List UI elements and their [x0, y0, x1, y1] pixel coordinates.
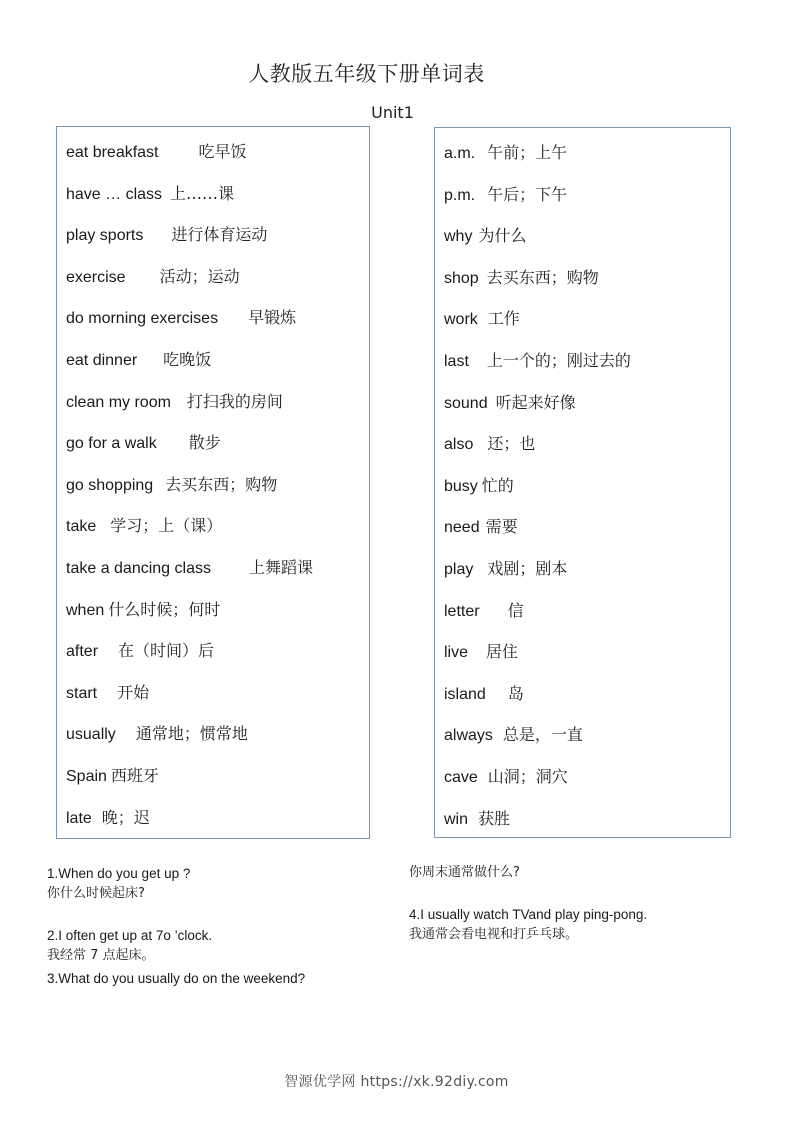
word-row	[444, 351, 631, 372]
word-row	[66, 308, 296, 329]
word-chinese: 上……课	[170, 183, 235, 203]
word-english: shop	[444, 269, 479, 287]
word-chinese: 进行体育运动	[171, 225, 268, 245]
word-chinese: 打扫我的房间	[186, 391, 283, 411]
word-english: after	[66, 643, 99, 661]
word-row	[444, 684, 524, 705]
word-english: live	[444, 644, 469, 662]
word-chinese: 吃晚饭	[163, 350, 212, 369]
word-english: do morning exercises	[66, 310, 219, 328]
word-row	[444, 642, 518, 663]
word-english: clean my room	[66, 393, 171, 411]
word-chinese: 听起来好像	[495, 392, 576, 412]
word-row	[444, 434, 535, 455]
word-english: go for a walk	[66, 435, 157, 453]
word-chinese: 忙的	[481, 475, 514, 495]
word-chinese: 午前；上午	[487, 143, 568, 162]
word-english: start	[66, 684, 98, 702]
word-chinese: 获胜	[478, 808, 511, 828]
word-english: p.m.	[444, 186, 476, 204]
word-chinese: 在（时间）后	[118, 641, 215, 661]
word-row	[66, 516, 222, 537]
word-english: work	[444, 311, 478, 329]
sentence-4-en: 4.I usually watch TVand play ping-pong.	[409, 907, 648, 922]
word-row	[66, 433, 221, 454]
word-row	[444, 268, 599, 289]
word-english: have … class	[66, 185, 163, 203]
word-english: eat dinner	[66, 352, 138, 369]
word-english: sound	[444, 394, 488, 412]
word-chinese: 去买东西；购物	[486, 267, 599, 287]
sentence-1-en: 1.When do you get up ?	[47, 866, 191, 881]
word-english: exercise	[66, 268, 126, 286]
word-row	[444, 393, 576, 414]
word-row	[66, 808, 150, 829]
word-chinese: 学习；上（课）	[110, 516, 223, 536]
word-row	[444, 309, 520, 330]
word-english: play sports	[66, 227, 144, 245]
word-chinese: 早锻炼	[248, 308, 297, 328]
word-row	[444, 809, 510, 830]
word-chinese: 开始	[117, 682, 150, 702]
word-english: late	[66, 809, 92, 827]
word-row	[66, 641, 214, 662]
word-english: play	[444, 561, 474, 578]
word-chinese: 为什么	[478, 226, 527, 246]
word-english: also	[444, 436, 474, 454]
word-chinese: 岛	[507, 683, 524, 703]
word-chinese: 需要	[485, 517, 518, 537]
sentence-3-zh: 你周末通常做什么?	[409, 865, 520, 880]
word-english: island	[444, 685, 486, 703]
word-row	[66, 766, 159, 787]
word-chinese: 工作	[487, 309, 520, 329]
left-word-list	[56, 126, 370, 839]
word-chinese: 活动；运动	[159, 266, 240, 286]
word-chinese: 上一个的；刚过去的	[486, 351, 631, 370]
word-chinese: 戏剧；剧本	[487, 559, 568, 578]
word-row	[444, 767, 568, 788]
word-english: a.m.	[444, 145, 476, 162]
word-english: Spain	[66, 768, 107, 785]
word-chinese: 上舞蹈课	[248, 558, 313, 577]
sentence-3-en: 3.What do you usually do on the weekend?	[47, 971, 306, 986]
word-chinese: 什么时候；何时	[108, 599, 221, 619]
word-english: cave	[444, 769, 478, 786]
sentence-4-zh: 我通常会看电视和打乒乓球。	[409, 927, 579, 942]
word-row	[66, 350, 211, 371]
unit-heading: Unit1	[371, 103, 414, 122]
word-row	[66, 184, 234, 205]
sentence-2-en: 2.I often get up at 7o ’clock.	[47, 928, 213, 943]
word-english: when	[66, 601, 105, 619]
word-row	[444, 601, 524, 622]
word-row	[444, 476, 514, 497]
word-row	[66, 600, 220, 621]
word-row	[66, 724, 248, 745]
word-english: always	[444, 727, 493, 745]
word-english: letter	[444, 602, 480, 620]
word-row	[66, 392, 283, 413]
word-chinese: 通常地；惯常地	[135, 724, 248, 744]
word-chinese: 信	[507, 600, 524, 620]
word-row	[66, 475, 277, 496]
word-chinese: 还；也	[487, 434, 536, 454]
word-chinese: 西班牙	[110, 766, 159, 785]
sentence-1-zh: 你什么时候起床?	[47, 886, 145, 901]
word-english: go shopping	[66, 476, 154, 494]
word-row	[444, 185, 567, 206]
word-english: need	[444, 519, 480, 537]
word-row	[444, 517, 518, 538]
word-english: busy	[444, 477, 478, 495]
word-english: why	[444, 228, 473, 246]
word-chinese: 午后；下午	[487, 184, 568, 204]
word-chinese: 散步	[188, 433, 221, 453]
word-row	[444, 559, 567, 580]
footer-watermark: 智源优学网 https://xk.92diy.com	[284, 1074, 509, 1090]
word-english: take a dancing class	[66, 560, 211, 577]
word-chinese: 山洞；洞穴	[487, 767, 568, 786]
word-english: eat breakfast	[66, 144, 159, 161]
word-chinese: 居住	[486, 642, 519, 662]
word-row	[444, 725, 583, 746]
word-row	[66, 683, 149, 704]
word-chinese: 吃早饭	[198, 142, 247, 161]
word-chinese: 晚；迟	[101, 807, 150, 827]
word-chinese: 去买东西；购物	[165, 474, 278, 494]
right-word-list	[434, 127, 731, 838]
word-english: take	[66, 518, 97, 536]
sentence-2-zh: 我经常 7 点起床。	[47, 948, 155, 963]
word-english: win	[444, 810, 469, 828]
page-title: 人教版五年级下册单词表	[248, 62, 485, 86]
word-row	[66, 142, 247, 163]
word-row	[444, 143, 567, 164]
word-row	[444, 226, 526, 247]
word-row	[66, 558, 313, 579]
word-row	[66, 225, 267, 246]
word-chinese: 总是，一直	[502, 725, 583, 745]
word-english: usually	[66, 726, 116, 744]
word-english: last	[444, 353, 469, 370]
word-row	[66, 267, 240, 288]
